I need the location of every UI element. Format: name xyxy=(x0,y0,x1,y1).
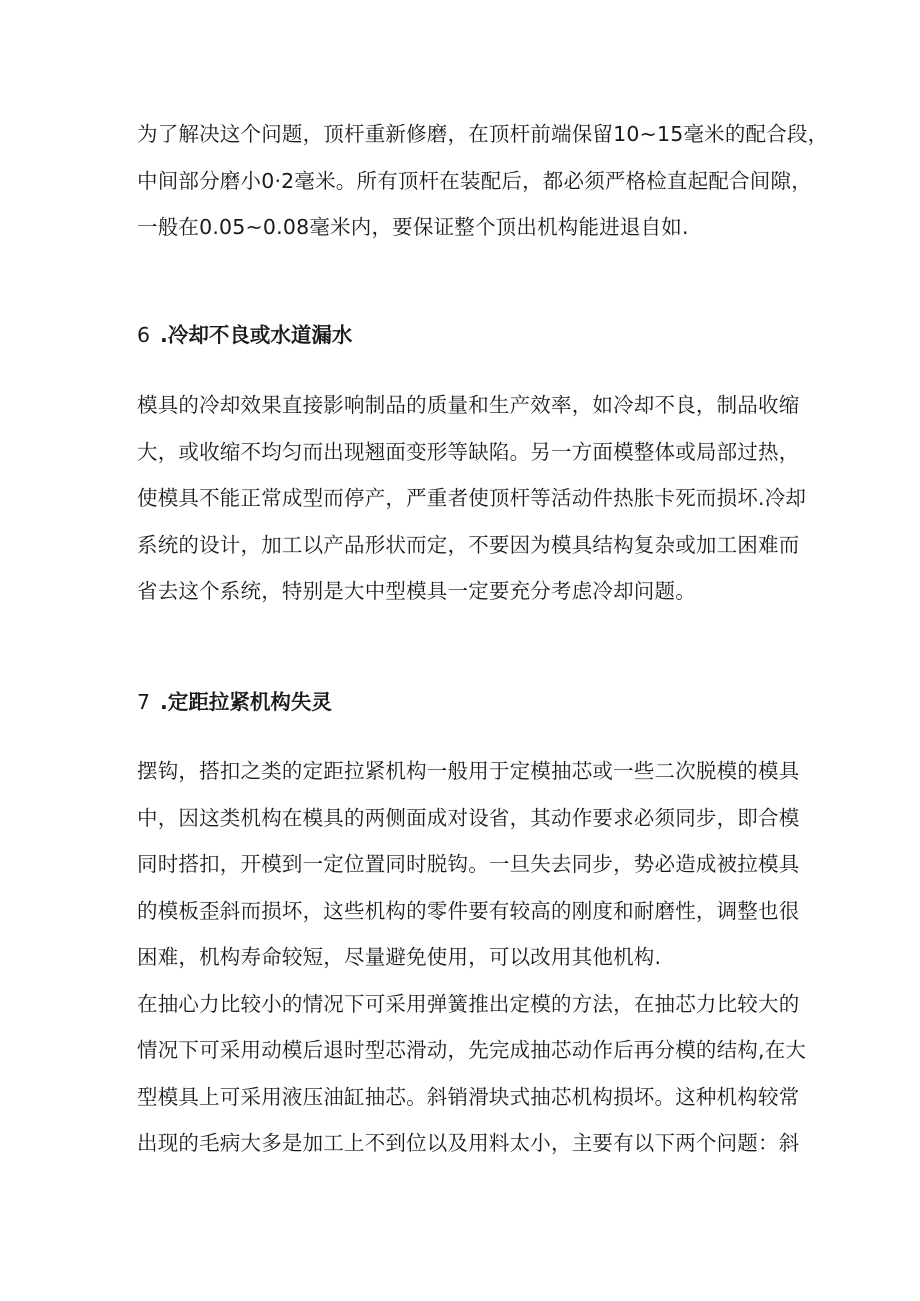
text-line: 型模具上可采用液压油缸抽芯。斜销滑块式抽芯机构损坏。这种机构较常 xyxy=(137,1084,800,1109)
text-line: 省去这个系统，特别是大中型模具一定要充分考虑冷却问题。 xyxy=(137,579,696,603)
paragraph-tension-mechanism xyxy=(137,748,807,1167)
paragraph-ejector-fix xyxy=(137,111,829,251)
text-line: 中，因这类机构在模具的两侧面成对设省，其动作要求必须同步，即合模 xyxy=(137,805,800,830)
section-title: .冷却不良或水道漏水 xyxy=(160,323,353,347)
text-line: 大，或收缩不均匀而出现翘面变形等缺陷。另一方面模整体或局部过热， xyxy=(137,439,800,464)
text-line: 摆钩，搭扣之类的定距拉紧机构一般用于定模抽芯或一些二次脱模的模具 xyxy=(137,759,800,783)
text-line: 同时搭扣，开模到一定位置同时脱钩。一旦失去同步，势必造成被拉模具 xyxy=(137,852,800,876)
section-heading-7 xyxy=(137,687,787,717)
text-line: 情况下可采用动模后退时型芯滑动，先完成抽芯动作后再分模的结构,在大 xyxy=(137,1038,807,1062)
section-heading-6 xyxy=(137,320,787,350)
text-line: 困难，机构寿命较短，尽量避免使用，可以改用其他机构. xyxy=(137,945,662,969)
text-line: 系统的设计，加工以产品形状而定，不要因为模具结构复杂或加工困难而 xyxy=(137,532,800,557)
text-line: 模具的冷却效果直接影响制品的质量和生产效率，如冷却不良，制品收缩 xyxy=(137,393,800,417)
text-line: 为了解决这个问题，顶杆重新修磨，在顶杆前端保留10~15毫米的配合段， xyxy=(137,122,829,146)
text-line: 在抽心力比较小的情况下可采用弹簧推出定模的方法，在抽芯力比较大的 xyxy=(137,991,800,1016)
section-number: 6 xyxy=(137,323,151,347)
text-line: 出现的毛病大多是加工上不到位以及用料太小，主要有以下两个问题：斜 xyxy=(137,1131,800,1155)
text-line: 一般在0.05~0.08毫米内，要保证整个顶出机构能进退自如. xyxy=(137,215,689,239)
text-line: 的模板歪斜而损坏，这些机构的零件要有较高的刚度和耐磨性，调整也很 xyxy=(137,898,800,923)
paragraph-cooling xyxy=(137,382,807,615)
section-title: .定距拉紧机构失灵 xyxy=(160,690,332,714)
text-line: 使模具不能正常成型而停产，严重者使顶杆等活动件热胀卡死而损坏.冷却 xyxy=(137,486,807,510)
section-number: 7 xyxy=(137,690,151,714)
text-line: 中间部分磨小0·2毫米。所有顶杆在装配后，都必须严格检直起配合间隙， xyxy=(137,168,812,193)
